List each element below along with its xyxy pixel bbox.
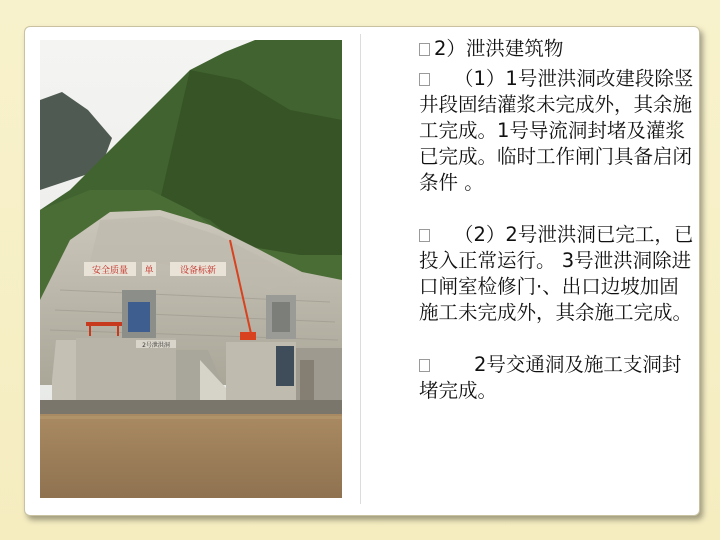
bullet-icon xyxy=(419,229,430,242)
paragraph-3 xyxy=(419,352,697,404)
bullet-icon xyxy=(419,359,430,372)
bullet-icon xyxy=(419,73,430,86)
paragraph-1 xyxy=(419,66,697,196)
paragraph-1-text: （1）1号泄洪洞改建段除竖井段固结灌浆未完成外，其余施工完成。1号导流洞封堵及灌浆已完成。临时工作闸门具备启闭条件 。 xyxy=(419,67,694,194)
banner-text-mid: 单 xyxy=(144,266,154,276)
paragraph-2 xyxy=(419,222,697,326)
banner-text-right: 设备标新 xyxy=(179,266,217,276)
banner-text-left: 安全质量 xyxy=(91,266,129,276)
slogan-banner xyxy=(84,262,226,276)
section-heading-row xyxy=(419,36,697,62)
section-heading: 2）泄洪建筑物 xyxy=(434,37,564,60)
gate-plate: 2号泄洪洞 xyxy=(142,342,170,349)
paragraph-2-text: （2）2号泄洪洞已完工，已投入正常运行。 3号泄洪洞除进口闸室检修门·、出口边坡加固施工未完成外，其余施工完成。 xyxy=(419,223,694,324)
bullet-icon xyxy=(419,43,430,56)
paragraph-3-text: 2号交通洞及施工支洞封堵完成。 xyxy=(419,353,682,402)
dam-photo-illustration xyxy=(40,40,342,498)
dam-photo xyxy=(40,40,342,498)
text-panel xyxy=(360,34,699,504)
river-water xyxy=(40,414,342,498)
